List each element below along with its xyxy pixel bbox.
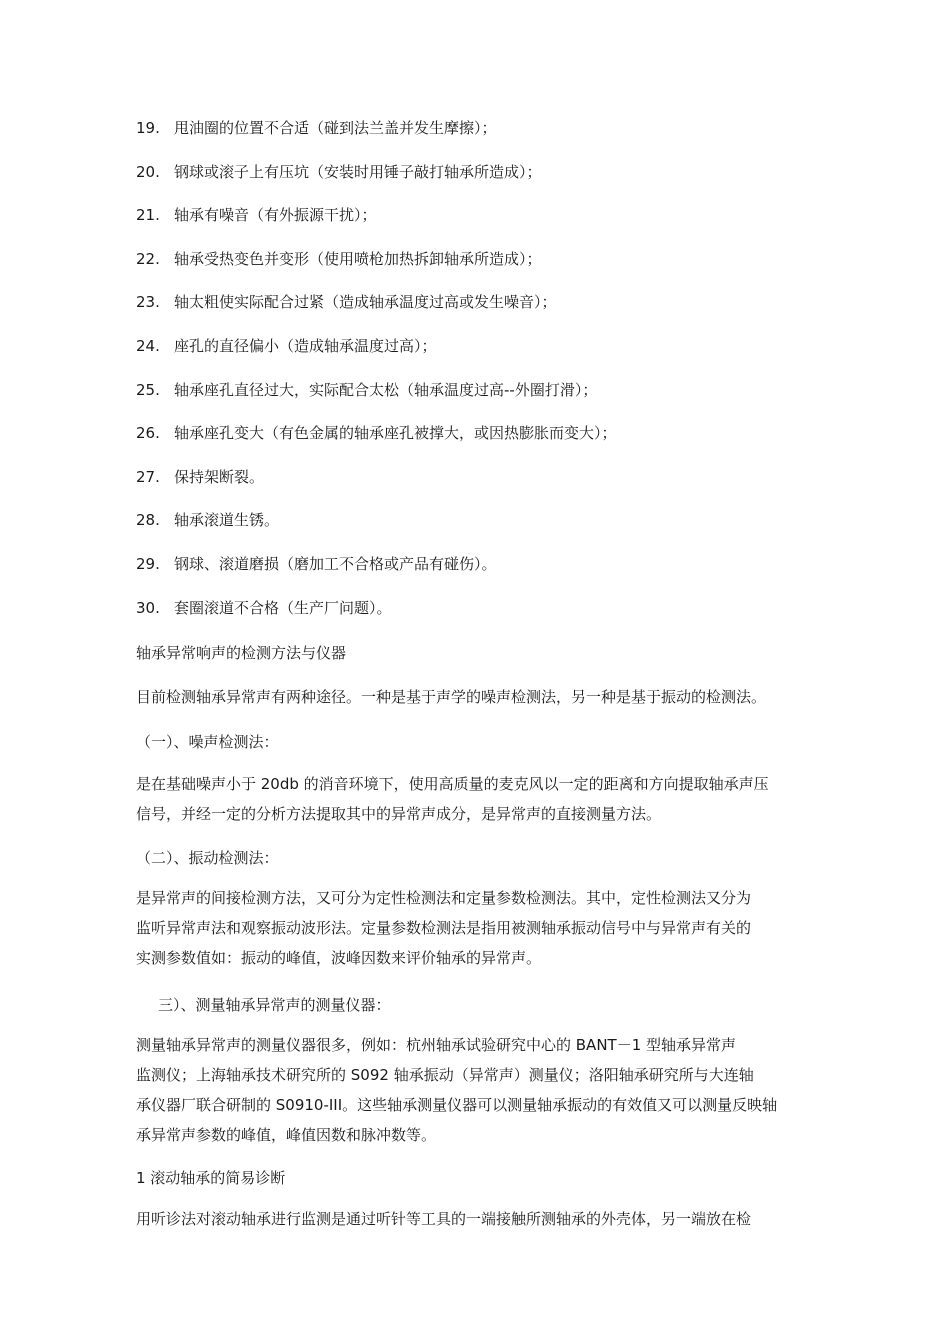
list-item: [136, 336, 437, 356]
instrument-heading: 三）、测量轴承异常声的测量仪器：: [158, 996, 391, 1014]
list-item-text: 轴承座孔直径过大，实际配合太松（轴承温度过高--外圈打滑）；: [174, 380, 598, 399]
instrument-line: 承异常声参数的峰值，峰值因数和脉冲数等。: [136, 1126, 437, 1144]
diagnosis-heading: 1 滚动轴承的简易诊断: [136, 1169, 286, 1187]
diagnosis-paragraph: 用听诊法对滚动轴承进行监测是通过听针等工具的一端接触所测轴承的外壳体，另一端放在检: [136, 1210, 752, 1228]
vibration-method-heading: （二）、振动检测法：: [136, 849, 279, 867]
list-item-number: 29.: [136, 555, 160, 573]
list-item: [136, 205, 377, 225]
list-item-number: 19.: [136, 119, 160, 137]
list-item-text: 轴承座孔变大（有色金属的轴承座孔被撑大，或因热膨胀而变大）；: [174, 424, 617, 443]
list-item-text: 座孔的直径偏小（造成轴承温度过高）；: [174, 337, 437, 355]
noise-line: 是在基础噪声小于 20db 的消音环境下，使用高质量的麦克风以一定的距离和方向提取轴承声压: [136, 775, 769, 793]
list-item-number: 30.: [136, 598, 160, 617]
list-item-text: 轴太粗使实际配合过紧（造成轴承温度过高或发生噪音）；: [174, 293, 557, 312]
list-item-number: 27.: [136, 467, 160, 486]
section-title-detection: 轴承异常响声的检测方法与仪器: [136, 644, 347, 662]
list-item: [136, 598, 392, 618]
vibration-line: 监听异常声法和观察振动波形法。定量参数检测法是指用被测轴承振动信号中与异常声有关的: [136, 919, 752, 937]
list-item-text: 钢球或滚子上有压坑（安装时用锤子敲打轴承所造成）；: [174, 162, 542, 181]
instrument-line: 承仪器厂联合研制的 S0910-III。这些轴承测量仪器可以测量轴承振动的有效值又可以测量反映轴: [136, 1096, 778, 1114]
list-item-number: 25.: [136, 380, 160, 399]
list-item: [136, 292, 557, 312]
list-item-number: 24.: [136, 337, 160, 355]
noise-method-paragraph: [136, 769, 769, 829]
list-item-number: 22.: [136, 249, 160, 268]
list-item: [136, 249, 542, 269]
list-item-text: 轴承滚道生锈。: [174, 511, 280, 530]
list-item: [136, 423, 617, 443]
noise-method-heading: （一）、噪声检测法：: [136, 733, 279, 751]
list-item-number: 28.: [136, 511, 160, 530]
vibration-line: 实测参数值如：振动的峰值，波峰因数来评价轴承的异常声。: [136, 949, 542, 967]
list-item: [136, 510, 279, 530]
list-item-number: 26.: [136, 424, 160, 443]
instrument-line: 测量轴承异常声的测量仪器很多，例如：杭州轴承试验研究中心的 BANT－1 型轴承异常声: [136, 1036, 737, 1054]
vibration-method-paragraph: [136, 883, 751, 973]
list-item-text: 套圈滚道不合格（生产厂问题）。: [174, 598, 392, 617]
list-item-text: 轴承有噪音（有外振源干扰）；: [174, 206, 377, 225]
list-item: [136, 380, 597, 400]
list-item-text: 保持架断裂。: [174, 467, 265, 486]
list-item-number: 21.: [136, 206, 160, 225]
list-item-number: 23.: [136, 293, 160, 312]
list-item-text: 钢球、滚道磨损（磨加工不合格或产品有碰伤）。: [174, 555, 497, 573]
list-item: [136, 554, 497, 574]
list-item: [136, 162, 542, 182]
vibration-line: 是异常声的间接检测方法，又可分为定性检测法和定量参数检测法。其中，定性检测法又分为: [136, 889, 752, 907]
intro-paragraph: 目前检测轴承异常声有两种途径。一种是基于声学的噪声检测法，另一种是基于振动的检测法。: [136, 688, 767, 706]
list-item-text: 轴承受热变色并变形（使用喷枪加热拆卸轴承所造成）；: [174, 249, 542, 268]
instrument-line: 监测仪；上海轴承技术研究所的 S092 轴承振动（异常声）测量仪；洛阳轴承研究所与大连轴: [136, 1066, 754, 1084]
list-item: [136, 118, 497, 138]
instrument-paragraph: [136, 1030, 777, 1150]
list-item-text: 甩油圈的位置不合适（碰到法兰盖并发生摩擦）；: [174, 119, 497, 137]
noise-line: 信号，并经一定的分析方法提取其中的异常声成分，是异常声的直接测量方法。: [136, 805, 662, 823]
list-item: [136, 467, 264, 487]
list-item-number: 20.: [136, 162, 160, 181]
